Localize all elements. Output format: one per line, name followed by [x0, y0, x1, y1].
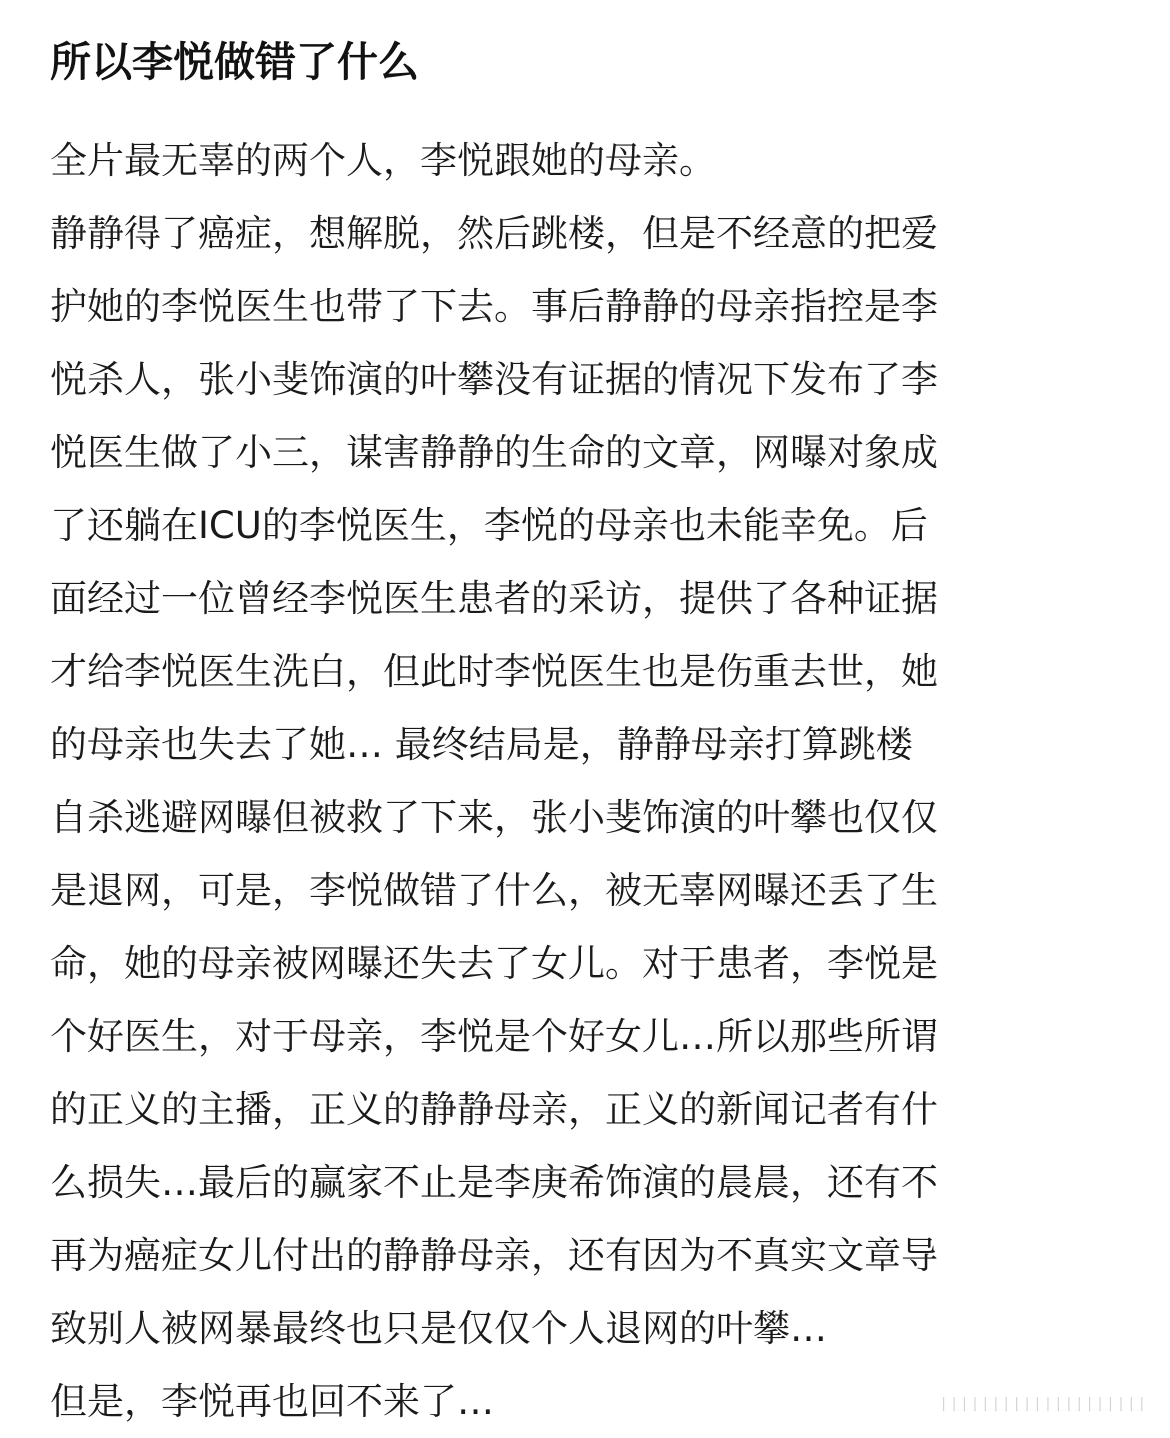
body-line: 全片最无辜的两个人，李悦跟她的母亲。 — [50, 139, 716, 182]
body-line: 了还躺在ICU的李悦医生，李悦的母亲也未能幸免。后 — [50, 504, 928, 547]
post-title: 所以李悦做错了什么 — [50, 38, 419, 86]
body-line: 是退网，可是，李悦做错了什么，被无辜网曝还丢了生 — [50, 869, 938, 912]
body-line: 静静得了癌症，想解脱，然后跳楼，但是不经意的把爱 — [50, 212, 938, 255]
body-line: 致别人被网暴最终也只是仅仅个人退网的叶攀… — [50, 1307, 827, 1350]
body-line: 自杀逃避网曝但被救了下来，张小斐饰演的叶攀也仅仅 — [50, 796, 938, 839]
body-line: 再为癌症女儿付出的静静母亲，还有因为不真实文章导 — [50, 1234, 938, 1277]
watermark: |||||||||||||||||||| — [939, 1396, 1148, 1412]
body-line: 个好医生，对于母亲，李悦是个好女儿…所以那些所谓 — [50, 1015, 938, 1058]
body-line: 命，她的母亲被网曝还失去了女儿。对于患者，李悦是 — [50, 942, 938, 985]
body-line: 悦医生做了小三，谋害静静的生命的文章，网曝对象成 — [50, 431, 938, 474]
body-line: 护她的李悦医生也带了下去。事后静静的母亲指控是李 — [50, 285, 938, 328]
body-line: 悦杀人，张小斐饰演的叶攀没有证据的情况下发布了李 — [50, 358, 938, 401]
body-line: 的母亲也失去了她… 最终结局是，静静母亲打算跳楼 — [50, 723, 913, 766]
body-line: 么损失…最后的赢家不止是李庚希饰演的晨晨，还有不 — [50, 1161, 938, 1204]
body-line: 但是，李悦再也回不来了… — [50, 1380, 494, 1423]
post-body — [50, 124, 1125, 1438]
body-line: 才给李悦医生洗白，但此时李悦医生也是伤重去世，她 — [50, 650, 938, 693]
body-line: 的正义的主播，正义的静静母亲，正义的新闻记者有什 — [50, 1088, 938, 1131]
body-line: 面经过一位曾经李悦医生患者的采访，提供了各种证据 — [50, 577, 938, 620]
